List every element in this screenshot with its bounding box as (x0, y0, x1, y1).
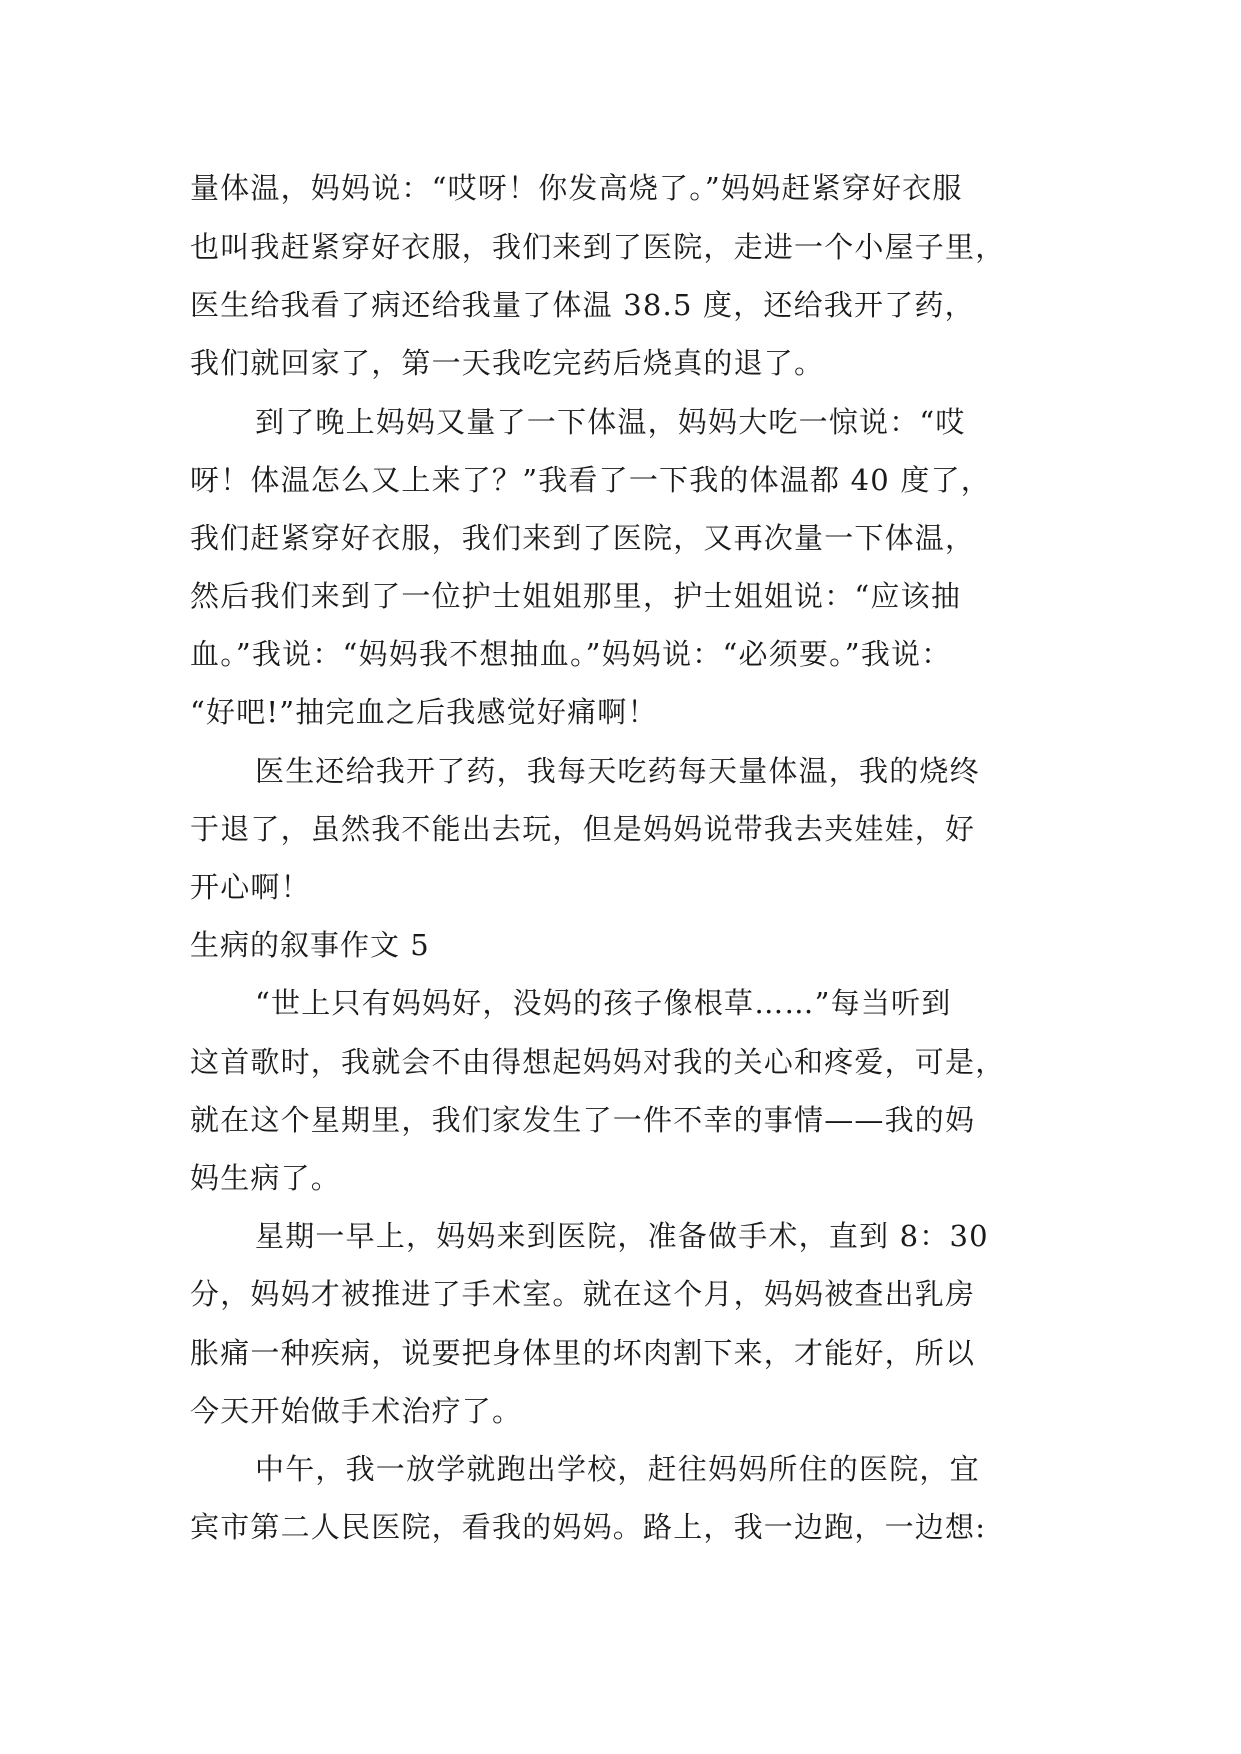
text-line: 今天开始做手术治疗了。 (190, 1394, 523, 1428)
paragraph-start-line: “世上只有妈妈好，没妈的孩子像根草……”每当听到 (255, 986, 952, 1020)
text-line: 于退了，虽然我不能出去玩，但是妈妈说带我去夹娃娃，好 (190, 812, 976, 846)
paragraph-start-line: 星期一早上，妈妈来到医院，准备做手术，直到 8：30 (255, 1219, 989, 1253)
text-line: 妈生病了。 (190, 1161, 342, 1195)
text-line: 分，妈妈才被推进了手术室。就在这个月，妈妈被查出乳房 (190, 1277, 976, 1311)
text-line: 这首歌时，我就会不由得想起妈妈对我的关心和疼爱，可是， (190, 1045, 1006, 1079)
text-line: 然后我们来到了一位护士姐姐那里，护士姐姐说：“应该抽 (190, 579, 962, 613)
text-line: 呀！体温怎么又上来了？”我看了一下我的体温都 40 度了， (190, 463, 991, 497)
text-line: 我们赶紧穿好衣服，我们来到了医院，又再次量一下体温， (190, 521, 976, 555)
text-line: 开心啊！ (190, 870, 311, 904)
paragraph-start-line: 到了晚上妈妈又量了一下体温，妈妈大吃一惊说：“哎 (255, 405, 966, 439)
text-line: 也叫我赶紧穿好衣服，我们来到了医院，走进一个小屋子里， (190, 230, 1006, 264)
text-line: 我们就回家了，第一天我吃完药后烧真的退了。 (190, 346, 825, 380)
text-line: 量体温，妈妈说：“哎呀！你发高烧了。”妈妈赶紧穿好衣服 (190, 171, 963, 205)
text-line: 医生给我看了病还给我量了体温 38.5 度，还给我开了药， (190, 288, 975, 322)
text-line: “好吧!”抽完血之后我感觉好痛啊！ (190, 695, 658, 729)
section-heading: 生病的叙事作文 5 (190, 928, 430, 962)
text-line: 宾市第二人民医院，看我的妈妈。路上，我一边跑，一边想: (190, 1510, 987, 1544)
paragraph-start-line: 中午，我一放学就跑出学校，赶往妈妈所住的医院，宜 (255, 1452, 980, 1486)
paragraph-start-line: 医生还给我开了药，我每天吃药每天量体温，我的烧终 (255, 754, 980, 788)
text-line: 就在这个星期里，我们家发生了一件不幸的事情——我的妈 (190, 1103, 976, 1137)
text-line: 血。”我说：“妈妈我不想抽血。”妈妈说：“必须要。”我说： (190, 637, 952, 671)
text-line: 胀痛一种疾病，说要把身体里的坏肉割下来，才能好，所以 (190, 1336, 976, 1370)
